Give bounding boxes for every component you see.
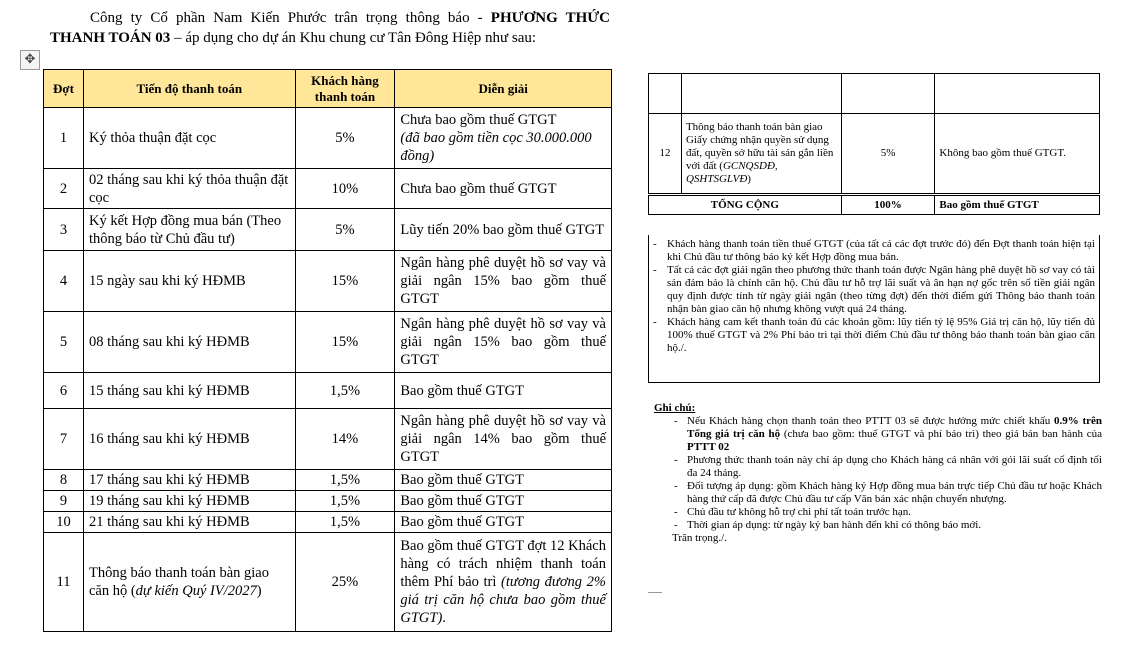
row-percent: 1,5% (295, 373, 395, 409)
remark-bold: 0.9% trên Tổng giá trị căn hộ (687, 415, 1102, 440)
remarks-section (654, 402, 1102, 545)
row-number: 5 (44, 312, 84, 373)
table-row (44, 533, 612, 632)
schedule-end: ) (256, 583, 262, 599)
row-number: 3 (44, 209, 84, 251)
row-percent: 5% (841, 114, 935, 195)
table-row (44, 470, 612, 491)
schedule-text: Thông báo thanh toán bàn giao căn hộ ( (88, 565, 269, 599)
row-percent: 10% (295, 169, 395, 209)
row-schedule: 02 tháng sau khi ký thỏa thuận đặt cọc (83, 169, 295, 209)
row-description: Ngân hàng phê duyệt hồ sơ vay và giải ngân 14% bao gồm thuế GTGT (395, 409, 612, 470)
blank-row (649, 74, 1100, 114)
intro-text: Công ty Cổ phần Nam Kiến Phước trân trọng thông báo - (90, 10, 491, 26)
remark-bold: PTTT 02 (687, 441, 730, 453)
payment-schedule-table (43, 69, 612, 632)
table-notes (648, 235, 1100, 383)
row-percent: 14% (295, 409, 395, 470)
table-row (649, 114, 1100, 195)
row-percent: 1,5% (295, 512, 395, 533)
row-description: Không bao gồm thuế GTGT. (935, 114, 1100, 195)
row-schedule: 16 tháng sau khi ký HĐMB (83, 409, 295, 470)
row-description: Lũy tiến 20% bao gồm thuế GTGT (395, 209, 612, 251)
remark-text: Nếu Khách hàng chọn thanh toán theo PTTT 03 sẽ được hưởng mức chiết khấu (687, 415, 1054, 427)
header-dot: Đợt (44, 70, 84, 108)
schedule-text: Thông báo thanh toán bàn giao Giấy chứng nhận quyền sử dụng đất, quyền sở hữu tài sản gắn liền với đất ( (685, 121, 834, 172)
table-header-row (44, 70, 612, 108)
row-description (395, 533, 612, 632)
resize-handle[interactable] (648, 592, 662, 599)
desc-text: Bao gồm thuế GTGT đợt 12 Khách hàng có trách nhiệm thanh toán thêm Phí bảo trì (400, 538, 606, 590)
note-item: - Khách hàng cam kết thanh toán đủ các khoản gồm: lũy tiến tỷ lệ 95% Giá trị căn hộ, lũy tiến đủ 100% thuế GTGT và 2% Phí bảo trì tại thời điểm Chủ đầu tư thông báo thanh toán bàn giao căn hộ./. (653, 316, 1095, 355)
row-percent: 1,5% (295, 491, 395, 512)
intro-paragraph (50, 8, 610, 48)
row-schedule: 17 tháng sau khi ký HĐMB (83, 470, 295, 491)
table-row (44, 373, 612, 409)
row-schedule: 19 tháng sau khi ký HĐMB (83, 491, 295, 512)
desc-end: . (442, 610, 446, 626)
remarks-title: Ghi chú: (654, 402, 696, 414)
row-schedule: 21 tháng sau khi ký HĐMB (83, 512, 295, 533)
table-row (44, 108, 612, 169)
table-row (44, 491, 612, 512)
row-number: 11 (44, 533, 84, 632)
row-percent: 25% (295, 533, 395, 632)
row-number: 6 (44, 373, 84, 409)
row-description (395, 108, 612, 169)
row-number: 8 (44, 470, 84, 491)
intro-title: PHƯƠNG THỨC THANH TOÁN 03 (50, 10, 611, 46)
row-number: 4 (44, 251, 84, 312)
total-description: Bao gồm thuế GTGT (935, 195, 1100, 215)
header-schedule: Tiến độ thanh toán (83, 70, 295, 108)
payment-schedule-continued-table (648, 73, 1100, 215)
table-row (44, 512, 612, 533)
row-number: 2 (44, 169, 84, 209)
row-schedule: Ký thỏa thuận đặt cọc (83, 108, 295, 169)
desc-italic: (tương đương 2% giá trị căn hộ chưa bao gồm thuế GTGT) (400, 574, 607, 626)
header-description: Diễn giải (395, 70, 612, 108)
remark-item (654, 415, 1102, 454)
total-percent: 100% (841, 195, 935, 215)
move-handle-icon[interactable]: ✥ (20, 50, 40, 70)
row-number: 10 (44, 512, 84, 533)
table-row (44, 209, 612, 251)
row-schedule: Ký kết Hợp đồng mua bán (Theo thông báo từ Chủ đầu tư) (83, 209, 295, 251)
row-description: Bao gồm thuế GTGT (395, 373, 612, 409)
row-description: Ngân hàng phê duyệt hồ sơ vay và giải ngân 15% bao gồm thuế GTGT (395, 312, 612, 373)
row-schedule (83, 533, 295, 632)
schedule-italic: GCNQSDĐ, QSHTSGLVĐ (685, 160, 778, 185)
row-description: Bao gồm thuế GTGT (395, 470, 612, 491)
intro-text-end: – áp dụng cho dự án Khu chung cư Tân Đông Hiệp như sau: (170, 30, 537, 46)
row-description: Bao gồm thuế GTGT (395, 512, 612, 533)
row-description: Bao gồm thuế GTGT (395, 491, 612, 512)
row-number: 12 (649, 114, 682, 195)
header-payment: Khách hàng thanh toán (295, 70, 395, 108)
remark-text: (chưa bao gồm: thuế GTGT và phí bảo trì) theo giá bán ban hành của (780, 428, 1103, 440)
desc-text: Chưa bao gồm thuế GTGT (400, 112, 557, 128)
remark-item: - Phương thức thanh toán này chỉ áp dụng cho Khách hàng cá nhân với gói lãi suất cố định tối đa 24 tháng. (654, 454, 1102, 480)
row-schedule (681, 114, 841, 195)
row-percent: 5% (295, 209, 395, 251)
table-row (44, 312, 612, 373)
row-schedule: 15 ngày sau khi ký HĐMB (83, 251, 295, 312)
note-item: - Tất cả các đợt giải ngân theo phương thức thanh toán được Ngân hàng phê duyệt hồ sơ vay có tài sản đảm bảo là chính căn hộ. Chủ đầu tư hỗ trợ lãi suất và ân hạn nợ gốc trên số tiền giải ngân quy định được tính từ ngày giải ngân (theo từng đợt) đến thời điểm gửi Thông báo thanh toán nhận bàn giao căn hộ nhưng không vượt quá 24 tháng. (653, 264, 1095, 316)
schedule-end: ) (747, 173, 751, 185)
total-label: TỔNG CỘNG (649, 195, 842, 215)
row-description: Chưa bao gồm thuế GTGT (395, 169, 612, 209)
row-percent: 1,5% (295, 470, 395, 491)
remark-item: - Thời gian áp dụng: từ ngày ký ban hành đến khi có thông báo mới. (654, 519, 1102, 532)
row-description: Ngân hàng phê duyệt hồ sơ vay và giải ngân 15% bao gồm thuế GTGT (395, 251, 612, 312)
desc-italic: (đã bao gồm tiền cọc 30.000.000 đồng) (400, 130, 592, 164)
total-row (649, 195, 1100, 215)
schedule-italic: dự kiến Quý IV/2027 (135, 583, 257, 599)
remark-item: - Đối tượng áp dụng: gồm Khách hàng ký Hợp đồng mua bán trực tiếp Chủ đầu tư hoặc Khách hàng thứ cấp đã được Chủ đầu tư cấp Văn bản xác nhận chuyển nhượng. (654, 480, 1102, 506)
row-schedule: 08 tháng sau khi ký HĐMB (83, 312, 295, 373)
row-number: 9 (44, 491, 84, 512)
table-row (44, 409, 612, 470)
row-number: 1 (44, 108, 84, 169)
remark-item: - Chủ đầu tư không hỗ trợ chi phí tất toán trước hạn. (654, 506, 1102, 519)
table-row (44, 169, 612, 209)
row-percent: 5% (295, 108, 395, 169)
row-percent: 15% (295, 312, 395, 373)
row-schedule: 15 tháng sau khi ký HĐMB (83, 373, 295, 409)
note-item: - Khách hàng thanh toán tiền thuế GTGT (của tất cả các đợt trước đó) đến Đợt thanh toán hiện tại khi Chủ đầu tư thông báo ký kết Hợp đồng mua bán. (653, 238, 1095, 264)
row-number: 7 (44, 409, 84, 470)
closing-text: Trân trọng./. (672, 532, 727, 544)
row-percent: 15% (295, 251, 395, 312)
table-row (44, 251, 612, 312)
